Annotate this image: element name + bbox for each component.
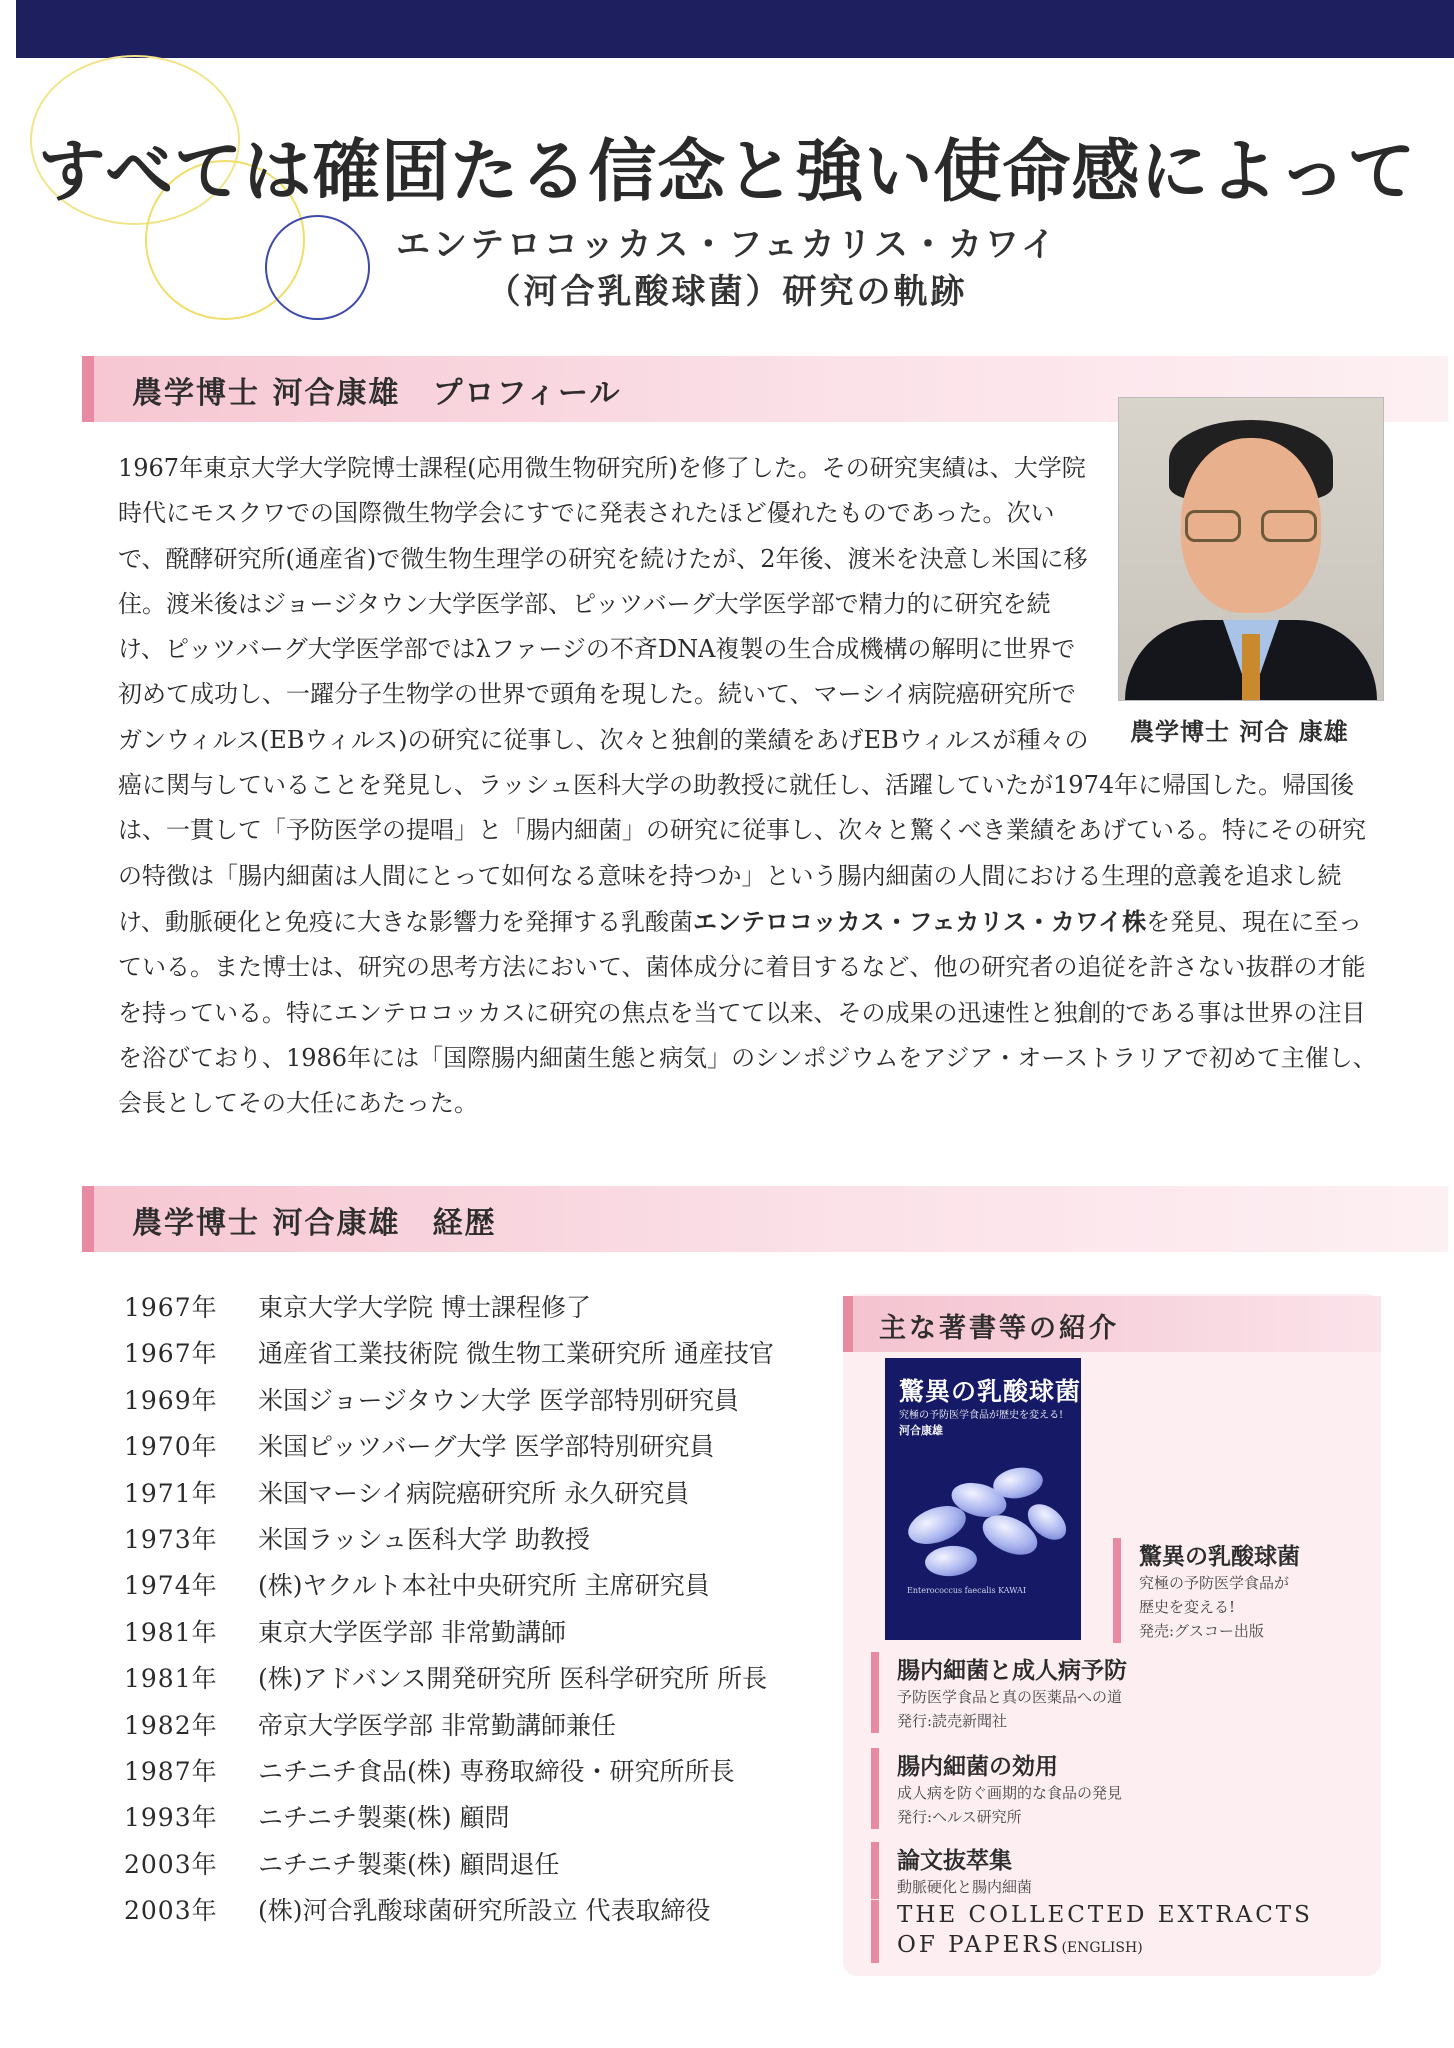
- career-row: [124, 1288, 844, 1334]
- cover-author: 河合康雄: [899, 1424, 943, 1437]
- book-desc: 究極の予防医学食品が: [1139, 1574, 1290, 1592]
- books-heading: 主な著書等の紹介: [879, 1313, 1119, 1344]
- book-title: 腸内細菌と成人病予防: [897, 1657, 1127, 1684]
- profile-heading: 農学博士 河合康雄 プロフィール: [132, 376, 622, 411]
- book-publisher: 発行:読売新聞社: [897, 1712, 1008, 1730]
- page-title: すべては確固たる信念と強い使命感によって: [37, 132, 1417, 212]
- book-desc: 成人病を防ぐ画期的な食品の発見: [897, 1784, 1123, 1802]
- career-year: 2003年: [124, 1896, 218, 1926]
- career-list: [124, 1288, 844, 1937]
- career-year: 1987年: [124, 1756, 218, 1786]
- career-text: 米国ラッシュ医科大学 助教授: [258, 1524, 590, 1554]
- profile-text-bold-strain: エンテロコッカス・フェカリス・カワイ株: [693, 906, 1147, 936]
- book-desc: 動脈硬化と腸内細菌: [897, 1878, 1033, 1896]
- career-text: ニチニチ製薬(株) 顧問: [258, 1803, 510, 1833]
- career-year: 1981年: [124, 1617, 218, 1647]
- career-text: 東京大学大学院 博士課程修了: [258, 1293, 591, 1322]
- profile-text-part-1: 1967年東京大学大学院博士課程(応用微生物研究所)を修了した。その研究実績は、大学院時代にモスクワでの国際微生物学会にすでに発表されたほど優れたものであった。次いで、醗酵研究所(通産省)で微生物生理学の研究を続けたが、2年後、渡米を決意し米国に移住。渡米後はジョージタウン大学医学部、ピッツバーグ大学医学部で精力的に研究を続け、ピッツバーグ大学医学部ではλファージの不斉DNA複製の生合成機構の解明に世界で初めて成功し、一躍分子生物学の世界で頭角を現した。続いて、マーシイ病院癌研究所でガンウィルス(EBウィルス)の研究に従事し、次々と独創的業績をあげEBウィルスが種々の癌に関与していることを発見し、ラッシュ医科大学の助教授に就任し、活躍していたが1974年に帰国した。帰国後は、一貫して「予防医学の提唱」と「腸内細菌」の研究に従事し、次々と驚くべき業績をあげている。特にその研究の特徴は「腸内細菌は人間にとって如何なる意味を持つか」という腸内細菌の人間における生理的意義を追求し続け、動脈硬化と免疫に大きな影響力を発揮する乳酸菌: [118, 454, 1366, 936]
- career-text: (株)河合乳酸球菌研究所設立 代表取締役: [258, 1896, 711, 1926]
- career-text: 東京大学医学部 非常勤講師: [258, 1617, 566, 1647]
- cover-subtitle: 究極の予防医学食品が歴史を変える!: [899, 1410, 1064, 1421]
- career-section-header: [82, 1186, 1448, 1252]
- career-row: [124, 1520, 844, 1566]
- career-year: 1973年: [124, 1524, 218, 1554]
- book-publisher: 発行:ヘルス研究所: [897, 1808, 1022, 1826]
- career-text: 米国ピッツバーグ大学 医学部特別研究員: [258, 1432, 715, 1462]
- book-item: [871, 1842, 1032, 1899]
- career-row: [124, 1891, 844, 1937]
- career-row: [124, 1659, 844, 1705]
- book-title: 腸内細菌の効用: [897, 1753, 1058, 1780]
- book-title-english-line-2: OF PAPERS: [897, 1932, 1062, 1958]
- career-year: 1970年: [124, 1432, 218, 1462]
- book-item: [871, 1652, 1127, 1733]
- career-row: [124, 1474, 844, 1520]
- career-text: 米国マーシイ病院癌研究所 永久研究員: [258, 1478, 690, 1508]
- career-year: 1969年: [124, 1385, 218, 1415]
- career-row: [124, 1752, 844, 1798]
- book-cover-image: [885, 1358, 1081, 1640]
- book-desc: 歴史を変える!: [1139, 1598, 1236, 1616]
- career-year: 1993年: [124, 1803, 218, 1833]
- career-text: (株)アドバンス開発研究所 医科学研究所 所長: [258, 1664, 768, 1694]
- book-item: [871, 1748, 1122, 1829]
- career-year: 1982年: [124, 1710, 218, 1740]
- subtitle-line-1: エンテロコッカス・フェカリス・カワイ: [396, 225, 1058, 265]
- career-row: [124, 1845, 844, 1891]
- career-text: (株)ヤクルト本社中央研究所 主席研究員: [258, 1571, 710, 1601]
- book-item: [1113, 1538, 1300, 1643]
- career-row: [124, 1381, 844, 1427]
- book-title-english-suffix: (ENGLISH): [1061, 1940, 1143, 1956]
- book-desc: 予防医学食品と真の医薬品への道: [897, 1688, 1123, 1706]
- cover-bottom-text: Enterococcus faecalis KAWAI: [907, 1586, 1026, 1595]
- cover-bacteria-graphic: [924, 1544, 978, 1578]
- career-year: 1981年: [124, 1664, 218, 1694]
- career-year: 1967年: [124, 1293, 218, 1322]
- profile-text-part-2: を発見、現在に至っている。また博士は、研究の思考方法において、菌体成分に着目するなど、他の研究者の追従を許さない抜群の才能を持っている。特にエンテロコッカスに研究の焦点を当てて以来、その成果の迅速性と独創的である事は世界の注目を浴びており、1986年には「国際腸内細菌生態と病気」のシンポジウムをアジア・オーストラリアで初めて主催し、会長としてその大任にあたった。: [118, 907, 1377, 1118]
- career-row: [124, 1798, 844, 1844]
- cover-title: 驚異の乳酸球菌: [899, 1377, 1081, 1406]
- book-title-english-line-1: THE COLLECTED EXTRACTS: [897, 1902, 1313, 1928]
- career-text: 通産省工業技術院 微生物工業研究所 通産技官: [258, 1339, 774, 1369]
- career-row: [124, 1566, 844, 1612]
- subtitle-line-2: （河合乳酸球菌）研究の軌跡: [486, 272, 968, 312]
- portrait-caption: 農学博士 河合 康雄: [1130, 717, 1349, 746]
- book-publisher: 発売:グスコー出版: [1139, 1622, 1264, 1640]
- career-text: ニチニチ製薬(株) 顧問退任: [258, 1849, 560, 1879]
- career-year: 1967年: [124, 1339, 218, 1369]
- career-year: 2003年: [124, 1849, 218, 1879]
- career-heading: 農学博士 河合康雄 経歴: [132, 1206, 497, 1241]
- career-text: 帝京大学医学部 非常勤講師兼任: [258, 1710, 616, 1740]
- career-row: [124, 1706, 844, 1752]
- book-title: 論文抜萃集: [897, 1847, 1012, 1874]
- career-year: 1974年: [124, 1571, 218, 1601]
- book-title: 驚異の乳酸球菌: [1139, 1543, 1300, 1570]
- profile-body: [118, 446, 1383, 1126]
- book-item: [871, 1900, 1313, 1963]
- top-color-band: [16, 0, 1454, 58]
- career-year: 1971年: [124, 1478, 218, 1508]
- career-text: ニチニチ食品(株) 専務取締役・研究所所長: [258, 1756, 735, 1786]
- books-header: [843, 1296, 1381, 1352]
- career-text: 米国ジョージタウン大学 医学部特別研究員: [258, 1385, 739, 1415]
- books-panel: [843, 1294, 1381, 1976]
- career-row: [124, 1427, 844, 1473]
- career-row: [124, 1613, 844, 1659]
- career-row: [124, 1334, 844, 1380]
